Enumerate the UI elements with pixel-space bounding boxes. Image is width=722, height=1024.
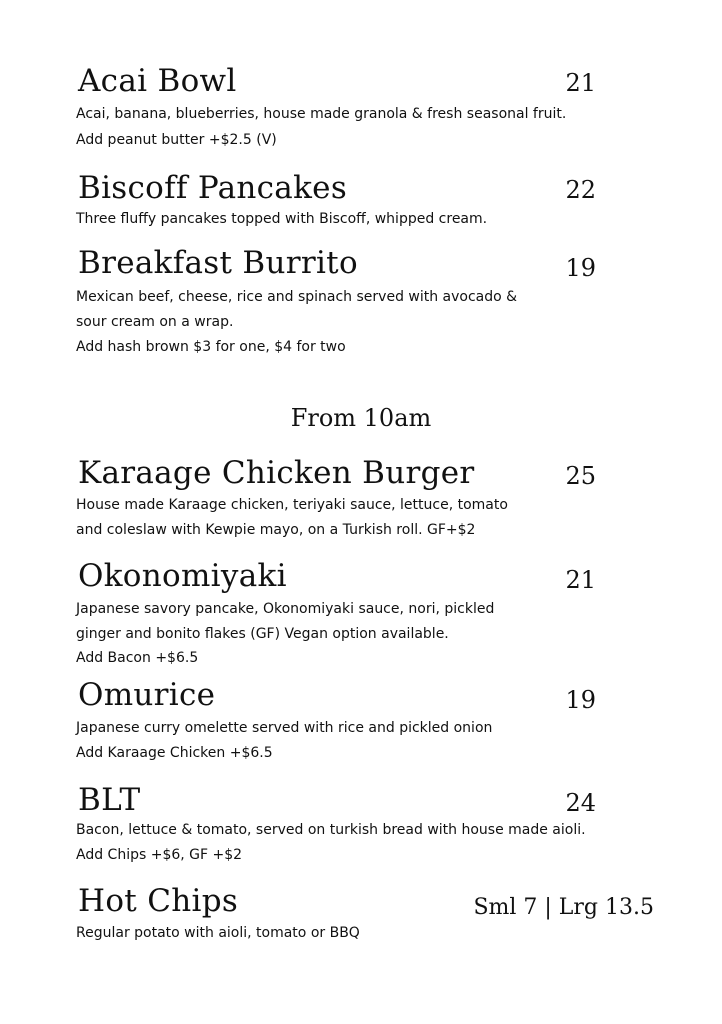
item-description-line: Japanese savory pancake, Okonomiyaki sauce, nori, pickled (76, 601, 495, 617)
item-description-line: Add peanut butter +$2.5 (V) (76, 132, 277, 148)
item-description-line: Add Chips +$6, GF +$2 (76, 847, 243, 863)
item-price: 24 (565, 789, 596, 817)
item-description-line: sour cream on a wrap. (76, 314, 234, 330)
item-description-line: ginger and bonito flakes (GF) Vegan option available. (76, 626, 449, 642)
item-description-line: House made Karaage chicken, teriyaki sauce, lettuce, tomato (76, 497, 508, 513)
item-description-line: Three fluffy pancakes topped with Biscoff, whipped cream. (76, 211, 488, 227)
item-description-line: Regular potato with aioli, tomato or BBQ (76, 925, 360, 941)
item-name: Acai Bowl (78, 63, 237, 99)
item-name: Breakfast Burrito (78, 245, 358, 281)
item-name: Okonomiyaki (78, 558, 287, 594)
item-name: Omurice (78, 677, 216, 713)
item-price: 22 (565, 176, 596, 204)
item-name: BLT (78, 782, 141, 818)
item-description-line: and coleslaw with Kewpie mayo, on a Turkish roll. GF+$2 (76, 522, 476, 538)
item-price: 19 (565, 686, 596, 714)
item-description-line: Bacon, lettuce & tomato, served on turkish bread with house made aioli. (76, 822, 586, 838)
item-price: 21 (565, 69, 596, 97)
item-description-line: Acai, banana, blueberries, house made granola & fresh seasonal fruit. (76, 106, 567, 122)
item-price: 21 (565, 566, 596, 594)
item-description-line: Mexican beef, cheese, rice and spinach served with avocado & (76, 289, 518, 305)
item-name: Karaage Chicken Burger (78, 455, 475, 491)
item-description-line: Japanese curry omelette served with rice and pickled onion (76, 720, 493, 736)
item-price: 19 (565, 254, 596, 282)
item-description-line: Add Bacon +$6.5 (76, 650, 199, 666)
item-name: Biscoff Pancakes (78, 170, 348, 206)
item-description-line: Add Karaage Chicken +$6.5 (76, 745, 273, 761)
section-heading: From 10am (290, 404, 432, 432)
item-description-line: Add hash brown $3 for one, $4 for two (76, 339, 346, 355)
item-price: Sml 7 | Lrg 13.5 (473, 895, 654, 920)
item-price: 25 (565, 462, 596, 490)
item-name: Hot Chips (78, 883, 239, 919)
